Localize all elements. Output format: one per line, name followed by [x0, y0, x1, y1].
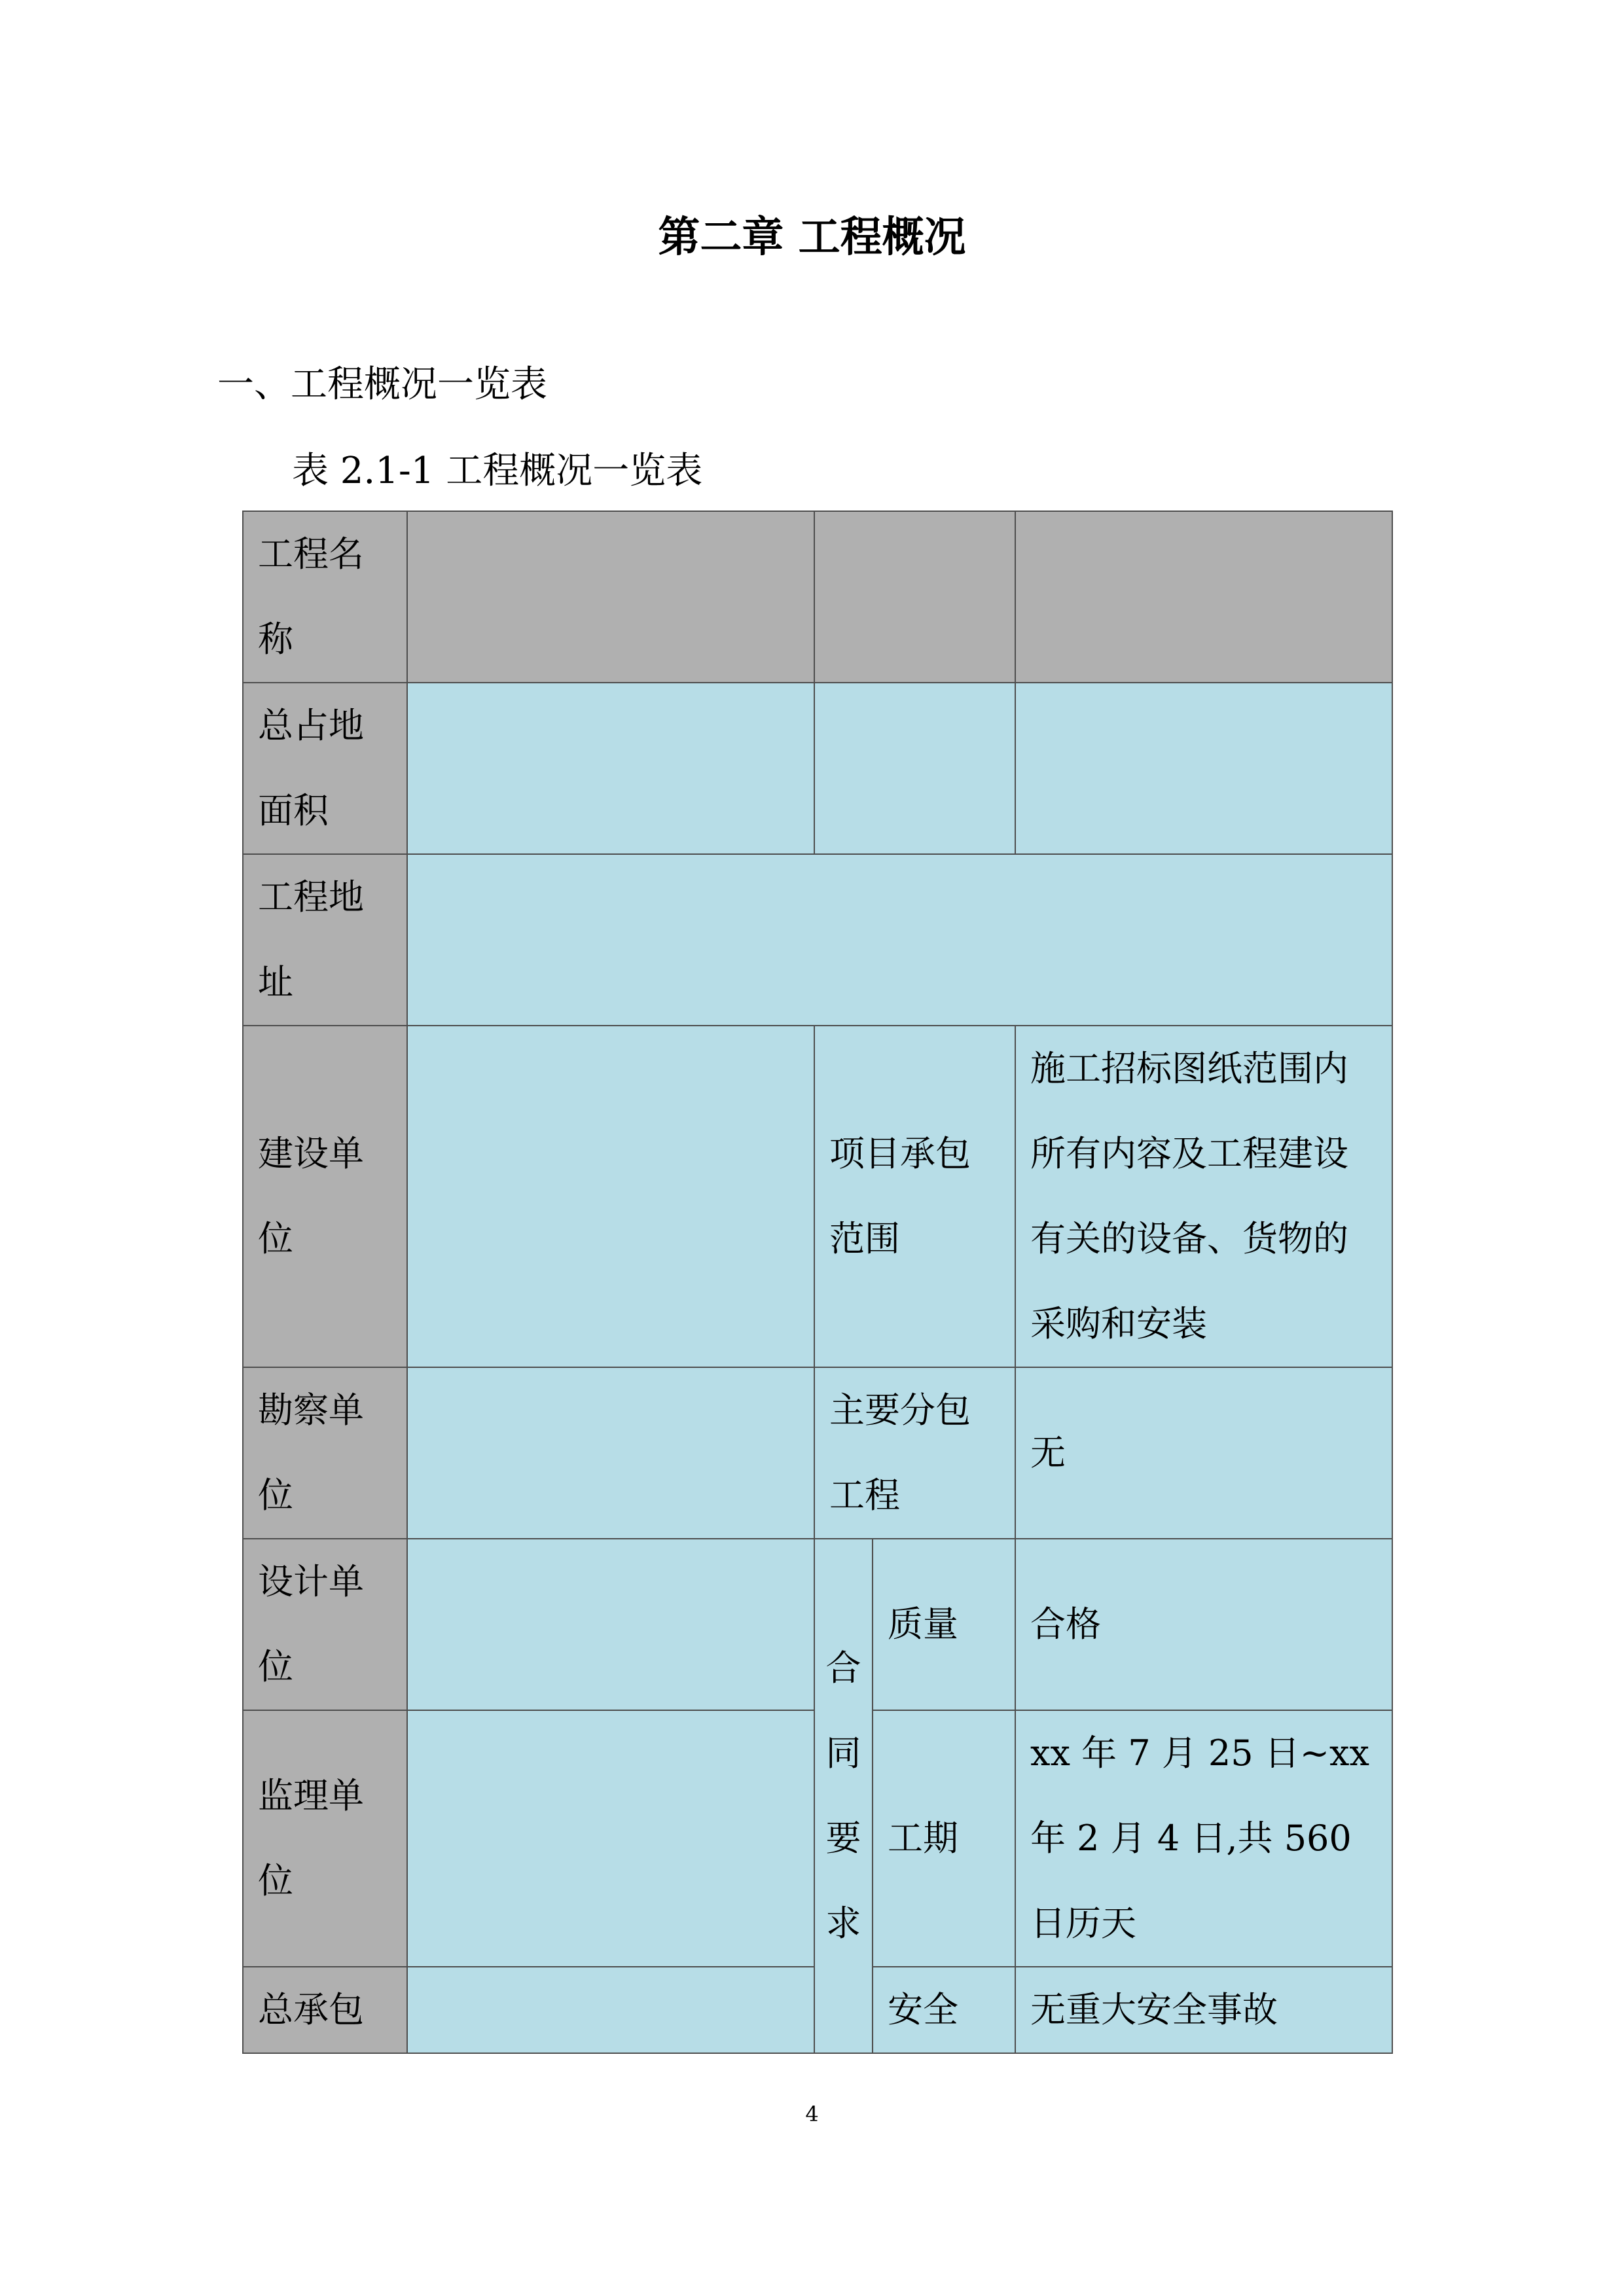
construction-unit-value: [407, 1026, 814, 1367]
table-caption: 表 2.1-1 工程概况一览表: [292, 450, 703, 492]
design-unit-value: [407, 1539, 814, 1710]
project-overview-table: [242, 511, 1393, 2054]
header-blank-cell: [1015, 511, 1392, 683]
construction-unit-label: 建设单位: [243, 1026, 407, 1367]
quality-label: 质量: [873, 1539, 1015, 1710]
blank-cell: [814, 683, 1015, 854]
contract-requirements-text: 合同要求: [825, 1647, 861, 1944]
design-unit-label: 设计单位: [243, 1539, 407, 1710]
table-row: [243, 1026, 1392, 1367]
supervision-unit-value: [407, 1710, 814, 1967]
duration-label: 工期: [873, 1710, 1015, 1967]
supervision-unit-label: 监理单位: [243, 1710, 407, 1967]
duration-value: xx 年 7 月 25 日~xx 年 2 月 4 日,共 560 日历天: [1015, 1710, 1392, 1967]
table-row: [243, 1367, 1392, 1539]
general-contractor-label: 总承包: [243, 1967, 407, 2053]
total-area-label: 总占地面积: [243, 683, 407, 854]
contract-scope-value: 施工招标图纸范围内所有内容及工程建设有关的设备、货物的采购和安装: [1015, 1026, 1392, 1367]
table-row: [243, 854, 1392, 1026]
chapter-title: 第二章 工程概况: [658, 213, 966, 262]
table-row: [243, 511, 1392, 683]
safety-value: 无重大安全事故: [1015, 1967, 1392, 2053]
contract-requirements-label: [814, 1539, 873, 2053]
safety-label: 安全: [873, 1967, 1015, 2053]
main-subcontract-value: 无: [1015, 1367, 1392, 1539]
survey-unit-label: 勘察单位: [243, 1367, 407, 1539]
quality-value: 合格: [1015, 1539, 1392, 1710]
table-row: [243, 683, 1392, 854]
page-number: 4: [805, 2102, 819, 2126]
contract-scope-label: 项目承包范围: [814, 1026, 1015, 1367]
survey-unit-value: [407, 1367, 814, 1539]
project-address-label: 工程地址: [243, 854, 407, 1026]
header-blank-cell: [814, 511, 1015, 683]
project-address-value: [407, 854, 1392, 1026]
project-name-label: 工程名称: [243, 511, 407, 683]
total-area-value: [407, 683, 814, 854]
general-contractor-value: [407, 1967, 814, 2053]
project-name-value: [407, 511, 814, 683]
table-row: [243, 1539, 1392, 1710]
section-heading: 一、工程概况一览表: [217, 363, 547, 406]
blank-cell: [1015, 683, 1392, 854]
main-subcontract-label: 主要分包工程: [814, 1367, 1015, 1539]
